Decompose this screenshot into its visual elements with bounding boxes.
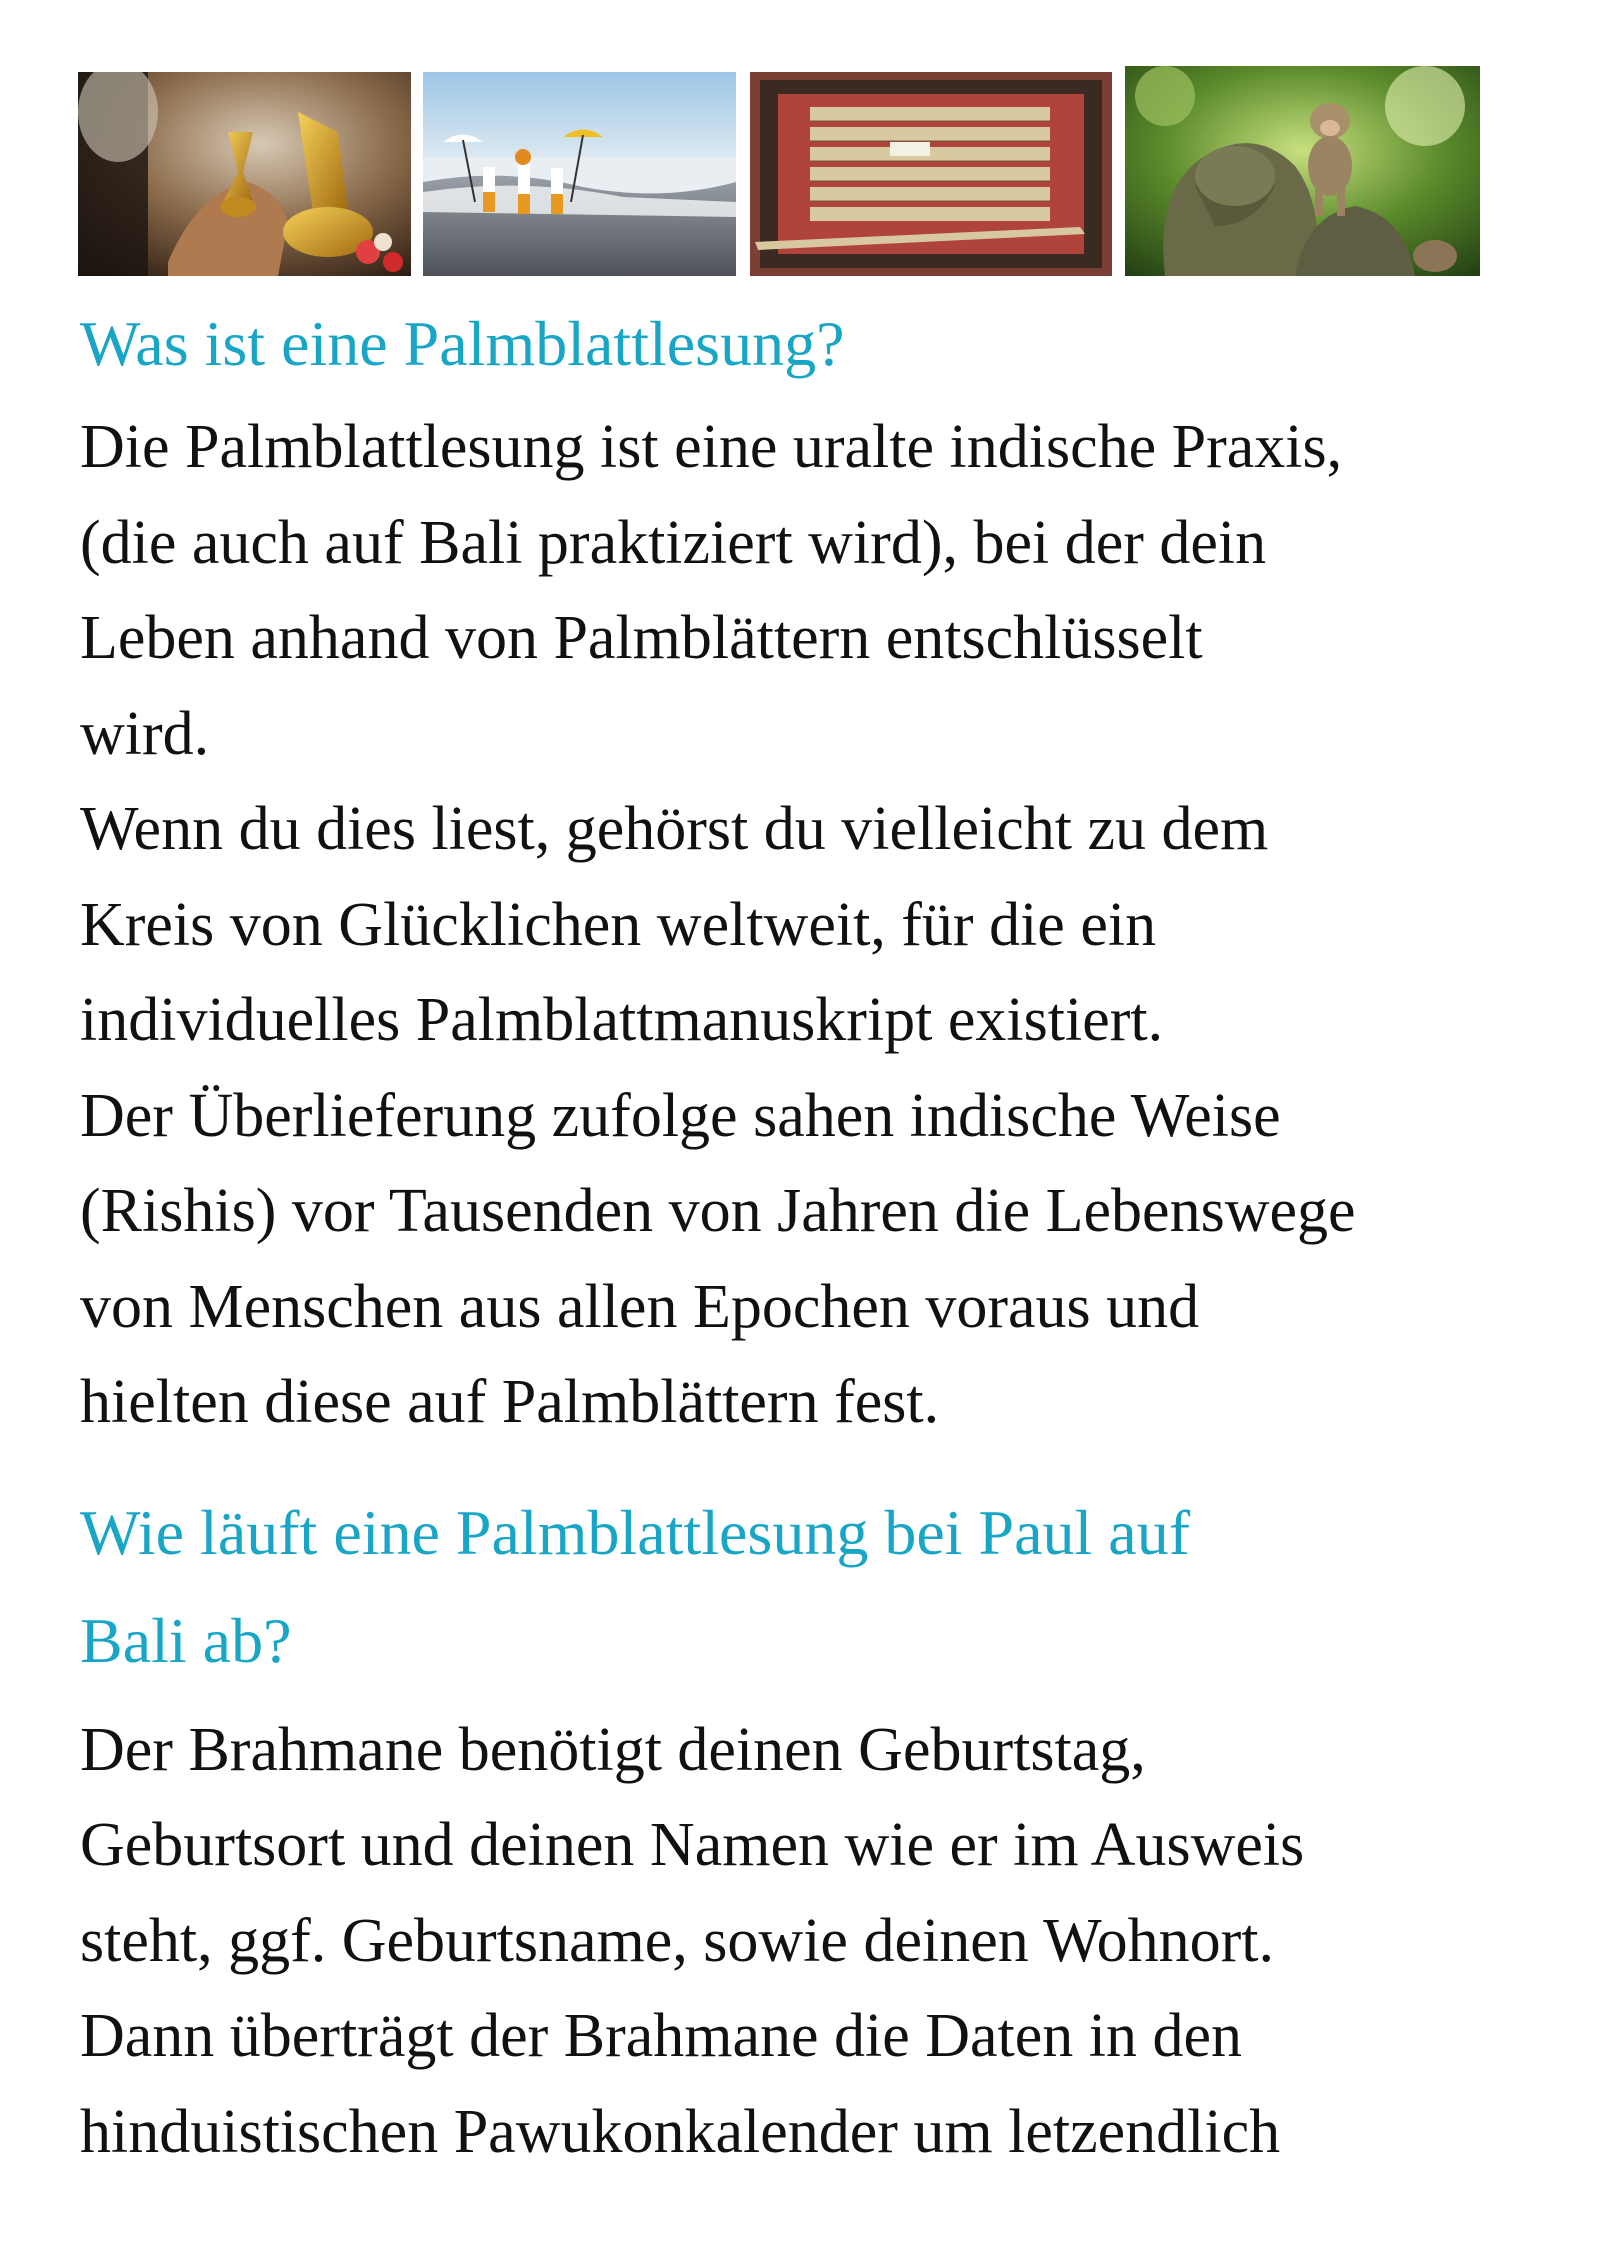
palm-leaf-manuscript-photo — [750, 72, 1112, 276]
section-how-reading-works — [80, 1479, 1580, 2181]
text-line: Leben anhand von Palmblättern entschlüsselt — [80, 604, 1203, 672]
text-line: Die Palmblattlesung ist eine uralte indische Praxis, — [80, 413, 1343, 481]
text-line: hielten diese auf Palmblättern fest. — [80, 1368, 940, 1436]
text-line: Wenn du dies liest, gehörst du vielleicht zu dem — [80, 795, 1269, 863]
text-line: von Menschen aus allen Epochen voraus und — [80, 1272, 1200, 1341]
beach-procession-photo — [423, 72, 736, 276]
text-line: steht, ggf. Geburtsname, sowie deinen Wohnort. — [80, 1906, 1275, 1975]
text-line: hinduistischen Pawukonkalender um letzendlich — [80, 2097, 1281, 2166]
heading-line: Bali ab? — [80, 1604, 292, 1676]
text-line: individuelles Palmblattmanuskript existiert. — [80, 986, 1164, 1054]
text-line: (Rishis) vor Tausenden von Jahren die Lebenswege — [80, 1177, 1356, 1245]
text-line: Der Überlieferung zufolge sahen indische Weise — [80, 1081, 1281, 1150]
ceremony-bell-photo — [78, 72, 411, 276]
section-heading — [80, 1479, 1580, 1695]
section-paragraph — [80, 400, 1580, 1451]
section-paragraph — [80, 1703, 1580, 2181]
section-heading: Was ist eine Palmblattlesung? — [80, 308, 845, 379]
text-line: wird. — [80, 699, 210, 768]
text-line: (die auch auf Bali praktiziert wird), bei der dein — [80, 508, 1267, 577]
heading-line: Wie läuft eine Palmblattlesung bei Paul auf — [80, 1496, 1190, 1568]
article-content — [80, 290, 1580, 2180]
text-line: Kreis von Glücklichen weltweit, für die ein — [80, 890, 1157, 959]
text-line: Geburtsort und deinen Namen wie er im Ausweis — [80, 1811, 1305, 1879]
section-what-is-palm-leaf-reading — [80, 290, 1580, 1451]
photo-strip — [78, 66, 1480, 276]
text-line: Dann überträgt der Brahmane die Daten in den — [80, 2002, 1243, 2070]
monkey-statue-photo — [1125, 66, 1480, 276]
text-line: Der Brahmane benötigt deinen Geburtstag, — [80, 1715, 1146, 1784]
